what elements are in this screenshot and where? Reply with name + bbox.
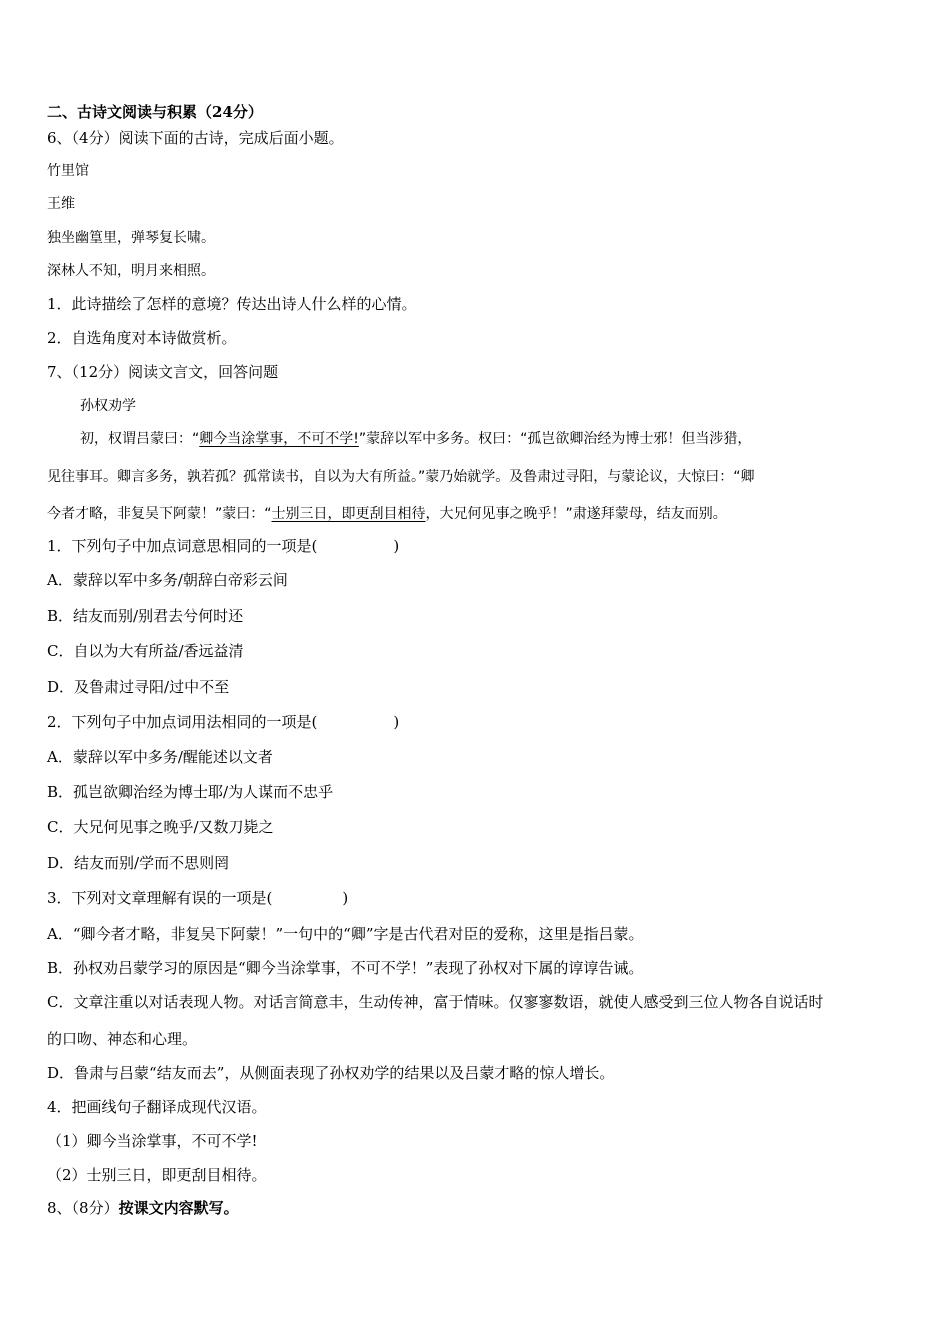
q7-s1-option-b: B．结友而别/别君去兮何时还 [47, 607, 244, 625]
q7-s3-option-b: B．孙权劝吕蒙学习的原因是“卿今当涂掌事，不可不学！”表现了孙权对下属的谆谆告诫。 [47, 959, 644, 977]
q7-s1-option-d: D．及鲁肃过寻阳/过中不至 [47, 678, 230, 696]
stem-close: ) [393, 713, 400, 731]
stem-close: ) [393, 537, 400, 555]
poem-title: 竹里馆 [47, 163, 89, 179]
stem-text: 1．下列句子中加点词意思相同的一项是( [47, 537, 318, 555]
q7-header: 7、（12分）阅读文言文，回答问题 [47, 363, 279, 381]
q8-header [47, 1198, 239, 1218]
q7-s2-option-d: D．结友而别/学而不思则罔 [47, 854, 230, 872]
stem-text: 3．下列对文章理解有误的一项是( [47, 889, 273, 907]
q7-s2-option-a: A．蒙辞以军中多务/醒能述以文者 [47, 748, 273, 766]
q8-instruction: 按课文内容默写。 [118, 1199, 239, 1217]
q8-prefix: 8、（8分） [47, 1199, 119, 1217]
q7-s1-stem [47, 536, 399, 556]
q6-sub2: 2．自选角度对本诗做赏析。 [47, 329, 237, 347]
passage-text: ，大兄何见事之晚乎！”肃遂拜蒙母，结友而别。 [425, 506, 727, 522]
q7-s2-option-b: B．孤岂欲卿治经为博士耶/为人谋而不忠乎 [47, 783, 334, 801]
stem-close: ) [342, 889, 349, 907]
q7-s4-stem: 4．把画线句子翻译成现代汉语。 [47, 1098, 267, 1116]
q7-s3-option-c-line-2: 的口吻、神态和心理。 [47, 1030, 198, 1048]
q7-s4-item-2: （2）士别三日，即更刮目相待。 [47, 1166, 267, 1184]
passage-line-2: 见往事耳。卿言多务，孰若孤？孤常读书，自以为大有所益。”蒙乃始就学。及鲁肃过寻阳，与蒙论议，大惊曰：“卿 [47, 469, 755, 485]
q7-s3-stem [47, 888, 348, 908]
passage-text: ”蒙辞以军中多务。权曰：“孤岂欲卿治经为博士邪！但当涉猎， [358, 431, 752, 447]
q7-s3-option-a: A．“卿今者才略，非复吴下阿蒙！”一句中的“卿”字是古代君对臣的爱称，这里是指吕蒙。 [47, 925, 644, 943]
q7-s1-option-c: C．自以为大有所益/香远益清 [47, 642, 244, 660]
section-title: 二、古诗文阅读与积累（24分） [47, 103, 263, 121]
passage-line-1 [80, 429, 751, 449]
passage-title: 孙权劝学 [80, 398, 136, 414]
passage-text: 初，权谓吕蒙曰：“ [80, 431, 200, 447]
underlined-sentence-1: 卿今当涂掌事，不可不学! [199, 431, 359, 447]
q6-sub1: 1．此诗描绘了怎样的意境？传达出诗人什么样的心情。 [47, 295, 417, 313]
passage-text: 今者才略，非复吴下阿蒙！”蒙曰：“ [47, 506, 272, 522]
poem-author: 王维 [47, 196, 75, 212]
stem-text: 2．下列句子中加点词用法相同的一项是( [47, 713, 318, 731]
q7-s1-option-a: A．蒙辞以军中多务/朝辞白帝彩云间 [47, 571, 288, 589]
poem-line-2: 深林人不知，明月来相照。 [47, 263, 215, 279]
q7-s2-option-c: C．大兄何见事之晚乎/又数刀毙之 [47, 818, 274, 836]
q6-header: 6、（4分）阅读下面的古诗，完成后面小题。 [47, 129, 344, 147]
q7-s3-option-d: D．鲁肃与吕蒙“结友而去”，从侧面表现了孙权劝学的结果以及吕蒙才略的惊人增长。 [47, 1064, 615, 1082]
q7-s2-stem [47, 712, 399, 732]
q7-s3-option-c-line-1: C．文章注重以对话表现人物。对话言简意丰，生动传神，富于情味。仅寥寥数语，就使人感受到三位人物各自说话时 [47, 993, 824, 1011]
passage-line-3 [47, 504, 727, 524]
poem-line-1: 独坐幽篁里，弹琴复长啸。 [47, 230, 215, 246]
underlined-sentence-2: 士别三日，即更刮目相待 [271, 506, 426, 522]
q7-s4-item-1: （1）卿今当涂掌事，不可不学! [47, 1132, 258, 1150]
